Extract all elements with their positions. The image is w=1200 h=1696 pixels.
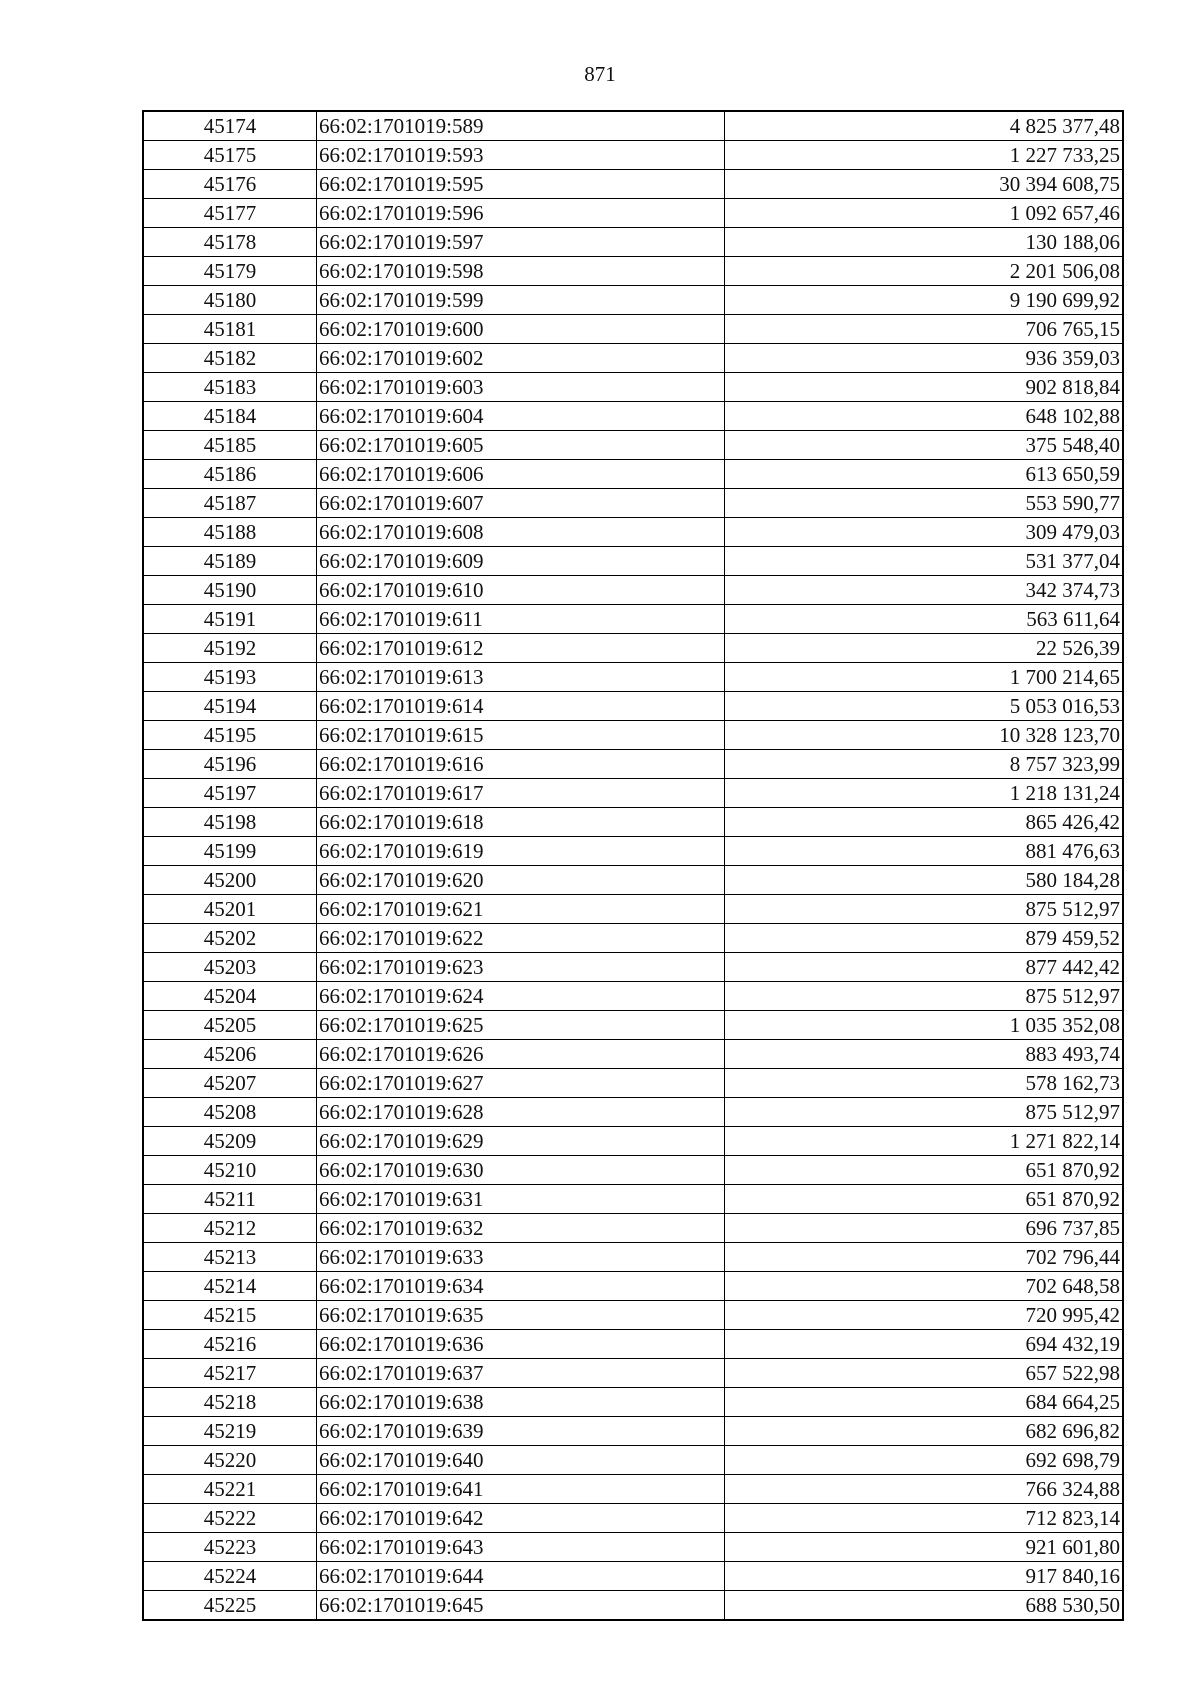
table-row — [143, 808, 1123, 837]
row-number-cell: 45183 — [143, 373, 317, 402]
row-number-cell: 45177 — [143, 199, 317, 228]
cadastral-value-cell: 10 328 123,70 — [725, 721, 1124, 750]
table-row — [143, 1098, 1123, 1127]
row-number-cell: 45225 — [143, 1591, 317, 1621]
table-body — [143, 111, 1123, 1620]
table-row — [143, 866, 1123, 895]
cadastral-number-cell: 66:02:1701019:627 — [317, 1069, 725, 1098]
row-number-cell: 45178 — [143, 228, 317, 257]
page-number: 871 — [584, 62, 616, 86]
row-number-cell: 45216 — [143, 1330, 317, 1359]
table-row — [143, 634, 1123, 663]
cadastral-number-cell: 66:02:1701019:611 — [317, 605, 725, 634]
row-number-cell: 45195 — [143, 721, 317, 750]
table-row — [143, 953, 1123, 982]
table-row — [143, 1185, 1123, 1214]
cadastral-number-cell: 66:02:1701019:622 — [317, 924, 725, 953]
cadastral-value-cell: 342 374,73 — [725, 576, 1124, 605]
cadastral-value-cell: 1 092 657,46 — [725, 199, 1124, 228]
cadastral-value-cell: 877 442,42 — [725, 953, 1124, 982]
cadastral-value-cell: 706 765,15 — [725, 315, 1124, 344]
row-number-cell: 45221 — [143, 1475, 317, 1504]
row-number-cell: 45218 — [143, 1388, 317, 1417]
row-number-cell: 45213 — [143, 1243, 317, 1272]
cadastral-number-cell: 66:02:1701019:640 — [317, 1446, 725, 1475]
cadastral-number-cell: 66:02:1701019:593 — [317, 141, 725, 170]
row-number-cell: 45193 — [143, 663, 317, 692]
cadastral-value-cell: 702 648,58 — [725, 1272, 1124, 1301]
row-number-cell: 45215 — [143, 1301, 317, 1330]
table-row — [143, 924, 1123, 953]
table-row — [143, 199, 1123, 228]
row-number-cell: 45182 — [143, 344, 317, 373]
table-row — [143, 982, 1123, 1011]
cadastral-value-cell: 688 530,50 — [725, 1591, 1124, 1621]
row-number-cell: 45191 — [143, 605, 317, 634]
row-number-cell: 45194 — [143, 692, 317, 721]
cadastral-value-cell: 563 611,64 — [725, 605, 1124, 634]
row-number-cell: 45188 — [143, 518, 317, 547]
cadastral-number-cell: 66:02:1701019:597 — [317, 228, 725, 257]
cadastral-value-cell: 553 590,77 — [725, 489, 1124, 518]
cadastral-number-cell: 66:02:1701019:645 — [317, 1591, 725, 1621]
row-number-cell: 45202 — [143, 924, 317, 953]
table-row — [143, 1011, 1123, 1040]
cadastral-value-cell: 651 870,92 — [725, 1185, 1124, 1214]
cadastral-number-cell: 66:02:1701019:624 — [317, 982, 725, 1011]
row-number-cell: 45212 — [143, 1214, 317, 1243]
cadastral-number-cell: 66:02:1701019:596 — [317, 199, 725, 228]
table-row — [143, 1069, 1123, 1098]
row-number-cell: 45210 — [143, 1156, 317, 1185]
cadastral-value-cell: 902 818,84 — [725, 373, 1124, 402]
cadastral-value-cell: 684 664,25 — [725, 1388, 1124, 1417]
cadastral-value-table — [142, 110, 1124, 1621]
cadastral-value-cell: 875 512,97 — [725, 982, 1124, 1011]
table-row — [143, 1533, 1123, 1562]
cadastral-number-cell: 66:02:1701019:609 — [317, 547, 725, 576]
cadastral-number-cell: 66:02:1701019:589 — [317, 111, 725, 141]
cadastral-number-cell: 66:02:1701019:625 — [317, 1011, 725, 1040]
row-number-cell: 45211 — [143, 1185, 317, 1214]
cadastral-value-cell: 8 757 323,99 — [725, 750, 1124, 779]
cadastral-number-cell: 66:02:1701019:603 — [317, 373, 725, 402]
cadastral-value-cell: 875 512,97 — [725, 895, 1124, 924]
cadastral-value-cell: 692 698,79 — [725, 1446, 1124, 1475]
cadastral-number-cell: 66:02:1701019:643 — [317, 1533, 725, 1562]
row-number-cell: 45185 — [143, 431, 317, 460]
cadastral-value-cell: 917 840,16 — [725, 1562, 1124, 1591]
cadastral-value-cell: 702 796,44 — [725, 1243, 1124, 1272]
cadastral-value-cell: 613 650,59 — [725, 460, 1124, 489]
cadastral-value-cell: 694 432,19 — [725, 1330, 1124, 1359]
cadastral-number-cell: 66:02:1701019:612 — [317, 634, 725, 663]
table-row — [143, 141, 1123, 170]
table-row — [143, 837, 1123, 866]
table-row — [143, 547, 1123, 576]
cadastral-number-cell: 66:02:1701019:621 — [317, 895, 725, 924]
table-row — [143, 489, 1123, 518]
table-row — [143, 170, 1123, 199]
cadastral-number-cell: 66:02:1701019:635 — [317, 1301, 725, 1330]
cadastral-value-cell: 1 271 822,14 — [725, 1127, 1124, 1156]
table-row — [143, 1156, 1123, 1185]
cadastral-value-cell: 1 218 131,24 — [725, 779, 1124, 808]
cadastral-number-cell: 66:02:1701019:634 — [317, 1272, 725, 1301]
cadastral-value-cell: 130 188,06 — [725, 228, 1124, 257]
cadastral-number-cell: 66:02:1701019:602 — [317, 344, 725, 373]
cadastral-value-cell: 4 825 377,48 — [725, 111, 1124, 141]
cadastral-number-cell: 66:02:1701019:637 — [317, 1359, 725, 1388]
table-row — [143, 663, 1123, 692]
cadastral-number-cell: 66:02:1701019:629 — [317, 1127, 725, 1156]
cadastral-number-cell: 66:02:1701019:610 — [317, 576, 725, 605]
table-row — [143, 402, 1123, 431]
table-row — [143, 779, 1123, 808]
row-number-cell: 45219 — [143, 1417, 317, 1446]
row-number-cell: 45205 — [143, 1011, 317, 1040]
cadastral-value-cell: 712 823,14 — [725, 1504, 1124, 1533]
cadastral-value-cell: 309 479,03 — [725, 518, 1124, 547]
row-number-cell: 45222 — [143, 1504, 317, 1533]
cadastral-number-cell: 66:02:1701019:595 — [317, 170, 725, 199]
table-row — [143, 1127, 1123, 1156]
row-number-cell: 45197 — [143, 779, 317, 808]
row-number-cell: 45207 — [143, 1069, 317, 1098]
cadastral-value-cell: 375 548,40 — [725, 431, 1124, 460]
table-row — [143, 373, 1123, 402]
row-number-cell: 45184 — [143, 402, 317, 431]
cadastral-number-cell: 66:02:1701019:626 — [317, 1040, 725, 1069]
cadastral-number-cell: 66:02:1701019:606 — [317, 460, 725, 489]
cadastral-value-cell: 865 426,42 — [725, 808, 1124, 837]
cadastral-number-cell: 66:02:1701019:608 — [317, 518, 725, 547]
row-number-cell: 45186 — [143, 460, 317, 489]
row-number-cell: 45175 — [143, 141, 317, 170]
row-number-cell: 45203 — [143, 953, 317, 982]
cadastral-value-cell: 766 324,88 — [725, 1475, 1124, 1504]
cadastral-number-cell: 66:02:1701019:620 — [317, 866, 725, 895]
cadastral-value-cell: 9 190 699,92 — [725, 286, 1124, 315]
cadastral-number-cell: 66:02:1701019:618 — [317, 808, 725, 837]
cadastral-number-cell: 66:02:1701019:641 — [317, 1475, 725, 1504]
table-row — [143, 431, 1123, 460]
cadastral-value-cell: 875 512,97 — [725, 1098, 1124, 1127]
cadastral-number-cell: 66:02:1701019:631 — [317, 1185, 725, 1214]
table-row — [143, 315, 1123, 344]
cadastral-number-cell: 66:02:1701019:633 — [317, 1243, 725, 1272]
cadastral-value-cell: 651 870,92 — [725, 1156, 1124, 1185]
cadastral-number-cell: 66:02:1701019:604 — [317, 402, 725, 431]
row-number-cell: 45189 — [143, 547, 317, 576]
cadastral-value-cell: 696 737,85 — [725, 1214, 1124, 1243]
cadastral-value-cell: 1 227 733,25 — [725, 141, 1124, 170]
table-row — [143, 1272, 1123, 1301]
cadastral-value-cell: 682 696,82 — [725, 1417, 1124, 1446]
row-number-cell: 45187 — [143, 489, 317, 518]
table-row — [143, 1446, 1123, 1475]
row-number-cell: 45200 — [143, 866, 317, 895]
cadastral-number-cell: 66:02:1701019:619 — [317, 837, 725, 866]
table-row — [143, 895, 1123, 924]
row-number-cell: 45201 — [143, 895, 317, 924]
row-number-cell: 45214 — [143, 1272, 317, 1301]
table-row — [143, 1359, 1123, 1388]
cadastral-value-cell: 1 035 352,08 — [725, 1011, 1124, 1040]
table-row — [143, 750, 1123, 779]
table-row — [143, 518, 1123, 547]
table-row — [143, 721, 1123, 750]
table-row — [143, 1475, 1123, 1504]
table-row — [143, 1504, 1123, 1533]
cadastral-value-cell: 1 700 214,65 — [725, 663, 1124, 692]
cadastral-number-cell: 66:02:1701019:616 — [317, 750, 725, 779]
cadastral-value-cell: 879 459,52 — [725, 924, 1124, 953]
table-row — [143, 692, 1123, 721]
cadastral-value-cell: 881 476,63 — [725, 837, 1124, 866]
cadastral-number-cell: 66:02:1701019:600 — [317, 315, 725, 344]
cadastral-value-cell: 883 493,74 — [725, 1040, 1124, 1069]
cadastral-number-cell: 66:02:1701019:630 — [317, 1156, 725, 1185]
cadastral-number-cell: 66:02:1701019:628 — [317, 1098, 725, 1127]
cadastral-number-cell: 66:02:1701019:598 — [317, 257, 725, 286]
cadastral-value-cell: 936 359,03 — [725, 344, 1124, 373]
cadastral-number-cell: 66:02:1701019:614 — [317, 692, 725, 721]
cadastral-number-cell: 66:02:1701019:607 — [317, 489, 725, 518]
table-row — [143, 1214, 1123, 1243]
table-row — [143, 576, 1123, 605]
row-number-cell: 45224 — [143, 1562, 317, 1591]
table-row — [143, 286, 1123, 315]
row-number-cell: 45190 — [143, 576, 317, 605]
table-row — [143, 1388, 1123, 1417]
cadastral-value-cell: 578 162,73 — [725, 1069, 1124, 1098]
cadastral-value-cell: 720 995,42 — [725, 1301, 1124, 1330]
table-row — [143, 1040, 1123, 1069]
cadastral-number-cell: 66:02:1701019:642 — [317, 1504, 725, 1533]
cadastral-number-cell: 66:02:1701019:613 — [317, 663, 725, 692]
row-number-cell: 45196 — [143, 750, 317, 779]
cadastral-value-cell: 22 526,39 — [725, 634, 1124, 663]
cadastral-number-cell: 66:02:1701019:605 — [317, 431, 725, 460]
table-row — [143, 605, 1123, 634]
cadastral-number-cell: 66:02:1701019:615 — [317, 721, 725, 750]
cadastral-number-cell: 66:02:1701019:644 — [317, 1562, 725, 1591]
cadastral-value-cell: 657 522,98 — [725, 1359, 1124, 1388]
table-row — [143, 1591, 1123, 1621]
row-number-cell: 45181 — [143, 315, 317, 344]
table-row — [143, 460, 1123, 489]
row-number-cell: 45199 — [143, 837, 317, 866]
cadastral-number-cell: 66:02:1701019:623 — [317, 953, 725, 982]
row-number-cell: 45204 — [143, 982, 317, 1011]
row-number-cell: 45176 — [143, 170, 317, 199]
table-row — [143, 228, 1123, 257]
cadastral-number-cell: 66:02:1701019:632 — [317, 1214, 725, 1243]
cadastral-number-cell: 66:02:1701019:599 — [317, 286, 725, 315]
row-number-cell: 45180 — [143, 286, 317, 315]
table-row — [143, 1330, 1123, 1359]
cadastral-value-cell: 580 184,28 — [725, 866, 1124, 895]
table-row — [143, 344, 1123, 373]
cadastral-number-cell: 66:02:1701019:638 — [317, 1388, 725, 1417]
row-number-cell: 45179 — [143, 257, 317, 286]
row-number-cell: 45198 — [143, 808, 317, 837]
table-row — [143, 111, 1123, 141]
cadastral-value-cell: 921 601,80 — [725, 1533, 1124, 1562]
row-number-cell: 45174 — [143, 111, 317, 141]
table-row — [143, 257, 1123, 286]
row-number-cell: 45220 — [143, 1446, 317, 1475]
cadastral-value-cell: 531 377,04 — [725, 547, 1124, 576]
cadastral-number-cell: 66:02:1701019:639 — [317, 1417, 725, 1446]
cadastral-value-cell: 2 201 506,08 — [725, 257, 1124, 286]
row-number-cell: 45208 — [143, 1098, 317, 1127]
table-row — [143, 1243, 1123, 1272]
cadastral-number-cell: 66:02:1701019:636 — [317, 1330, 725, 1359]
row-number-cell: 45206 — [143, 1040, 317, 1069]
cadastral-value-cell: 648 102,88 — [725, 402, 1124, 431]
row-number-cell: 45223 — [143, 1533, 317, 1562]
cadastral-value-cell: 5 053 016,53 — [725, 692, 1124, 721]
table-row — [143, 1417, 1123, 1446]
row-number-cell: 45192 — [143, 634, 317, 663]
row-number-cell: 45217 — [143, 1359, 317, 1388]
table-row — [143, 1301, 1123, 1330]
cadastral-value-cell: 30 394 608,75 — [725, 170, 1124, 199]
row-number-cell: 45209 — [143, 1127, 317, 1156]
table-row — [143, 1562, 1123, 1591]
cadastral-number-cell: 66:02:1701019:617 — [317, 779, 725, 808]
